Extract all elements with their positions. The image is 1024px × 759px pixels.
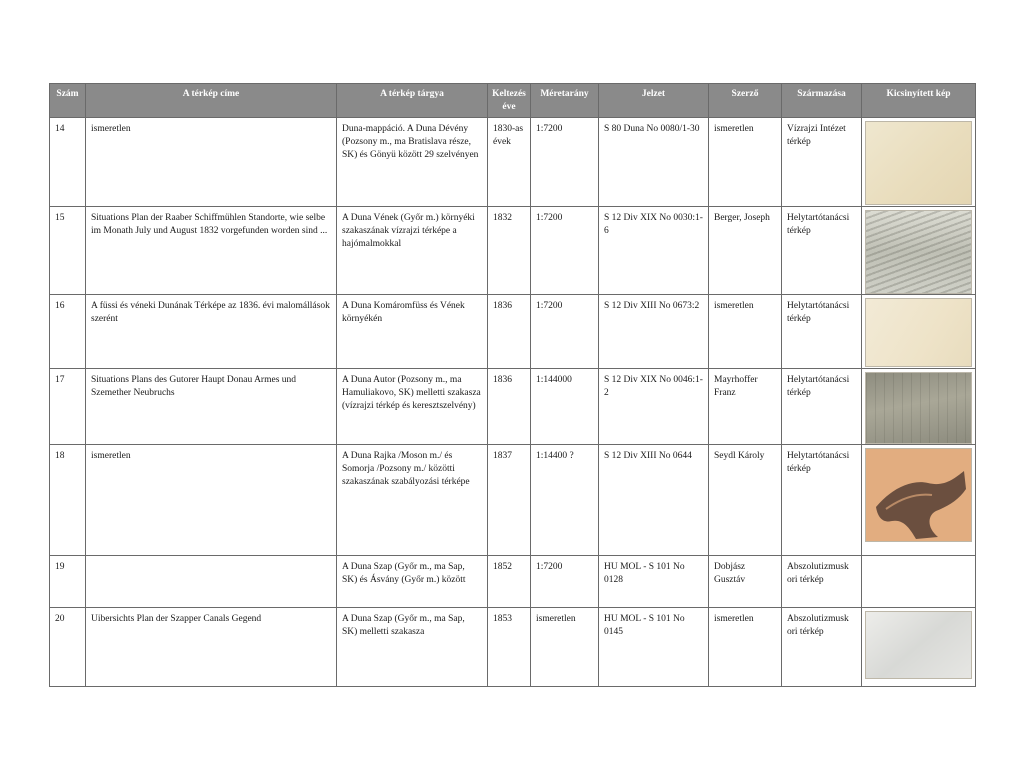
cell-szerzo: Mayrhoffer Franz xyxy=(709,369,782,445)
map-thumbnail-icon[interactable] xyxy=(865,298,972,367)
cell-szarmazasa: Helytartótanácsi térkép xyxy=(782,445,862,556)
map-thumbnail-icon[interactable] xyxy=(865,448,972,542)
cell-thumbnail xyxy=(862,118,976,207)
cell-thumbnail xyxy=(862,369,976,445)
map-catalogue-sheet xyxy=(49,83,975,687)
cell-targy: A Duna Szap (Győr m., ma Sap, SK) melletti szakasza xyxy=(337,608,488,687)
cell-keltezes: 1852 xyxy=(488,556,531,608)
cell-jelzet: HU MOL - S 101 No 0128 xyxy=(599,556,709,608)
cell-szerzo: Seydl Károly xyxy=(709,445,782,556)
cell-szam: 14 xyxy=(50,118,86,207)
cell-szerzo: Berger, Joseph xyxy=(709,207,782,295)
header-row xyxy=(50,84,976,118)
cell-meretarany: ismeretlen xyxy=(531,608,599,687)
cell-thumbnail xyxy=(862,556,976,608)
table-row xyxy=(50,295,976,369)
cell-targy: A Duna Vének (Győr m.) környéki szakaszának vízrajzi térképe a hajómalmokkal xyxy=(337,207,488,295)
cell-thumbnail xyxy=(862,445,976,556)
cell-meretarany: 1:7200 xyxy=(531,556,599,608)
cell-szam: 15 xyxy=(50,207,86,295)
header-keltezes: Keltezés éve xyxy=(488,84,531,118)
cell-keltezes: 1832 xyxy=(488,207,531,295)
cell-targy: A Duna Rajka /Moson m./ és Somorja /Pozsony m./ közötti szakaszának szabályozási térképe xyxy=(337,445,488,556)
cell-jelzet: S 80 Duna No 0080/1-30 xyxy=(599,118,709,207)
cell-meretarany: 1:14400 ? xyxy=(531,445,599,556)
cell-cim: Situations Plans des Gutorer Haupt Donau Armes und Szemether Neubruchs xyxy=(86,369,337,445)
table-row xyxy=(50,118,976,207)
cell-cim: A füssi és véneki Dunának Térképe az 1836. évi malomállások szerént xyxy=(86,295,337,369)
map-thumbnail-icon[interactable] xyxy=(865,121,972,205)
cell-jelzet: S 12 Div XIII No 0644 xyxy=(599,445,709,556)
cell-thumbnail xyxy=(862,295,976,369)
table-row xyxy=(50,207,976,295)
cell-cim: Situations Plan der Raaber Schiffmühlen Standorte, wie selbe im Monath July und August 1832 vorgefunden worden sind ... xyxy=(86,207,337,295)
cell-szarmazasa: Vízrajzi Intézet térkép xyxy=(782,118,862,207)
map-thumbnail-icon[interactable] xyxy=(865,210,972,294)
cell-szarmazasa: Abszolutizmusk ori térkép xyxy=(782,608,862,687)
cell-szerzo: ismeretlen xyxy=(709,608,782,687)
cell-meretarany: 1:7200 xyxy=(531,118,599,207)
cell-keltezes: 1853 xyxy=(488,608,531,687)
cell-targy: A Duna Autor (Pozsony m., ma Hamuliakovo, SK) melletti szakasza (vízrajzi térkép és keresztszelvény) xyxy=(337,369,488,445)
cell-cim xyxy=(86,556,337,608)
cell-szam: 18 xyxy=(50,445,86,556)
cell-szam: 19 xyxy=(50,556,86,608)
header-kicsinyitett-kep: Kicsinyített kép xyxy=(862,84,976,118)
header-szerzo: Szerző xyxy=(709,84,782,118)
cell-targy: A Duna Szap (Győr m., ma Sap, SK) és Ásvány (Győr m.) között xyxy=(337,556,488,608)
map-catalogue-table xyxy=(49,83,976,687)
cell-meretarany: 1:7200 xyxy=(531,295,599,369)
cell-szerzo: Dobjász Gusztáv xyxy=(709,556,782,608)
cell-cim: ismeretlen xyxy=(86,118,337,207)
cell-szarmazasa: Helytartótanácsi térkép xyxy=(782,207,862,295)
cell-jelzet: HU MOL - S 101 No 0145 xyxy=(599,608,709,687)
header-jelzet: Jelzet xyxy=(599,84,709,118)
cell-szam: 20 xyxy=(50,608,86,687)
map-thumbnail-icon[interactable] xyxy=(865,611,972,679)
table-row xyxy=(50,369,976,445)
cell-szarmazasa: Helytartótanácsi térkép xyxy=(782,369,862,445)
cell-szerzo: ismeretlen xyxy=(709,118,782,207)
header-cim: A térkép címe xyxy=(86,84,337,118)
map-thumbnail-icon[interactable] xyxy=(865,372,972,444)
cell-cim: ismeretlen xyxy=(86,445,337,556)
cell-keltezes: 1837 xyxy=(488,445,531,556)
cell-keltezes: 1836 xyxy=(488,295,531,369)
cell-thumbnail xyxy=(862,207,976,295)
cell-szerzo: ismeretlen xyxy=(709,295,782,369)
table-row xyxy=(50,608,976,687)
cell-thumbnail xyxy=(862,608,976,687)
cell-targy: Duna-mappáció. A Duna Dévény (Pozsony m., ma Bratislava része, SK) és Gönyü között 29 szelvényen xyxy=(337,118,488,207)
cell-szam: 16 xyxy=(50,295,86,369)
cell-keltezes: 1836 xyxy=(488,369,531,445)
cell-targy: A Duna Komáromfüss és Vének környékén xyxy=(337,295,488,369)
cell-meretarany: 1:7200 xyxy=(531,207,599,295)
cell-szam: 17 xyxy=(50,369,86,445)
cell-jelzet: S 12 Div XIII No 0673:2 xyxy=(599,295,709,369)
header-meretarany: Méretarány xyxy=(531,84,599,118)
cell-szarmazasa: Helytartótanácsi térkép xyxy=(782,295,862,369)
cell-jelzet: S 12 Div XIX No 0046:1-2 xyxy=(599,369,709,445)
header-szam: Szám xyxy=(50,84,86,118)
cell-cim: Uibersichts Plan der Szapper Canals Gegend xyxy=(86,608,337,687)
table-row xyxy=(50,556,976,608)
table-row xyxy=(50,445,976,556)
header-targy: A térkép tárgya xyxy=(337,84,488,118)
header-szarmazasa: Származása xyxy=(782,84,862,118)
cell-keltezes: 1830-as évek xyxy=(488,118,531,207)
cell-szarmazasa: Abszolutizmusk ori térkép xyxy=(782,556,862,608)
cell-jelzet: S 12 Div XIX No 0030:1-6 xyxy=(599,207,709,295)
cell-meretarany: 1:144000 xyxy=(531,369,599,445)
